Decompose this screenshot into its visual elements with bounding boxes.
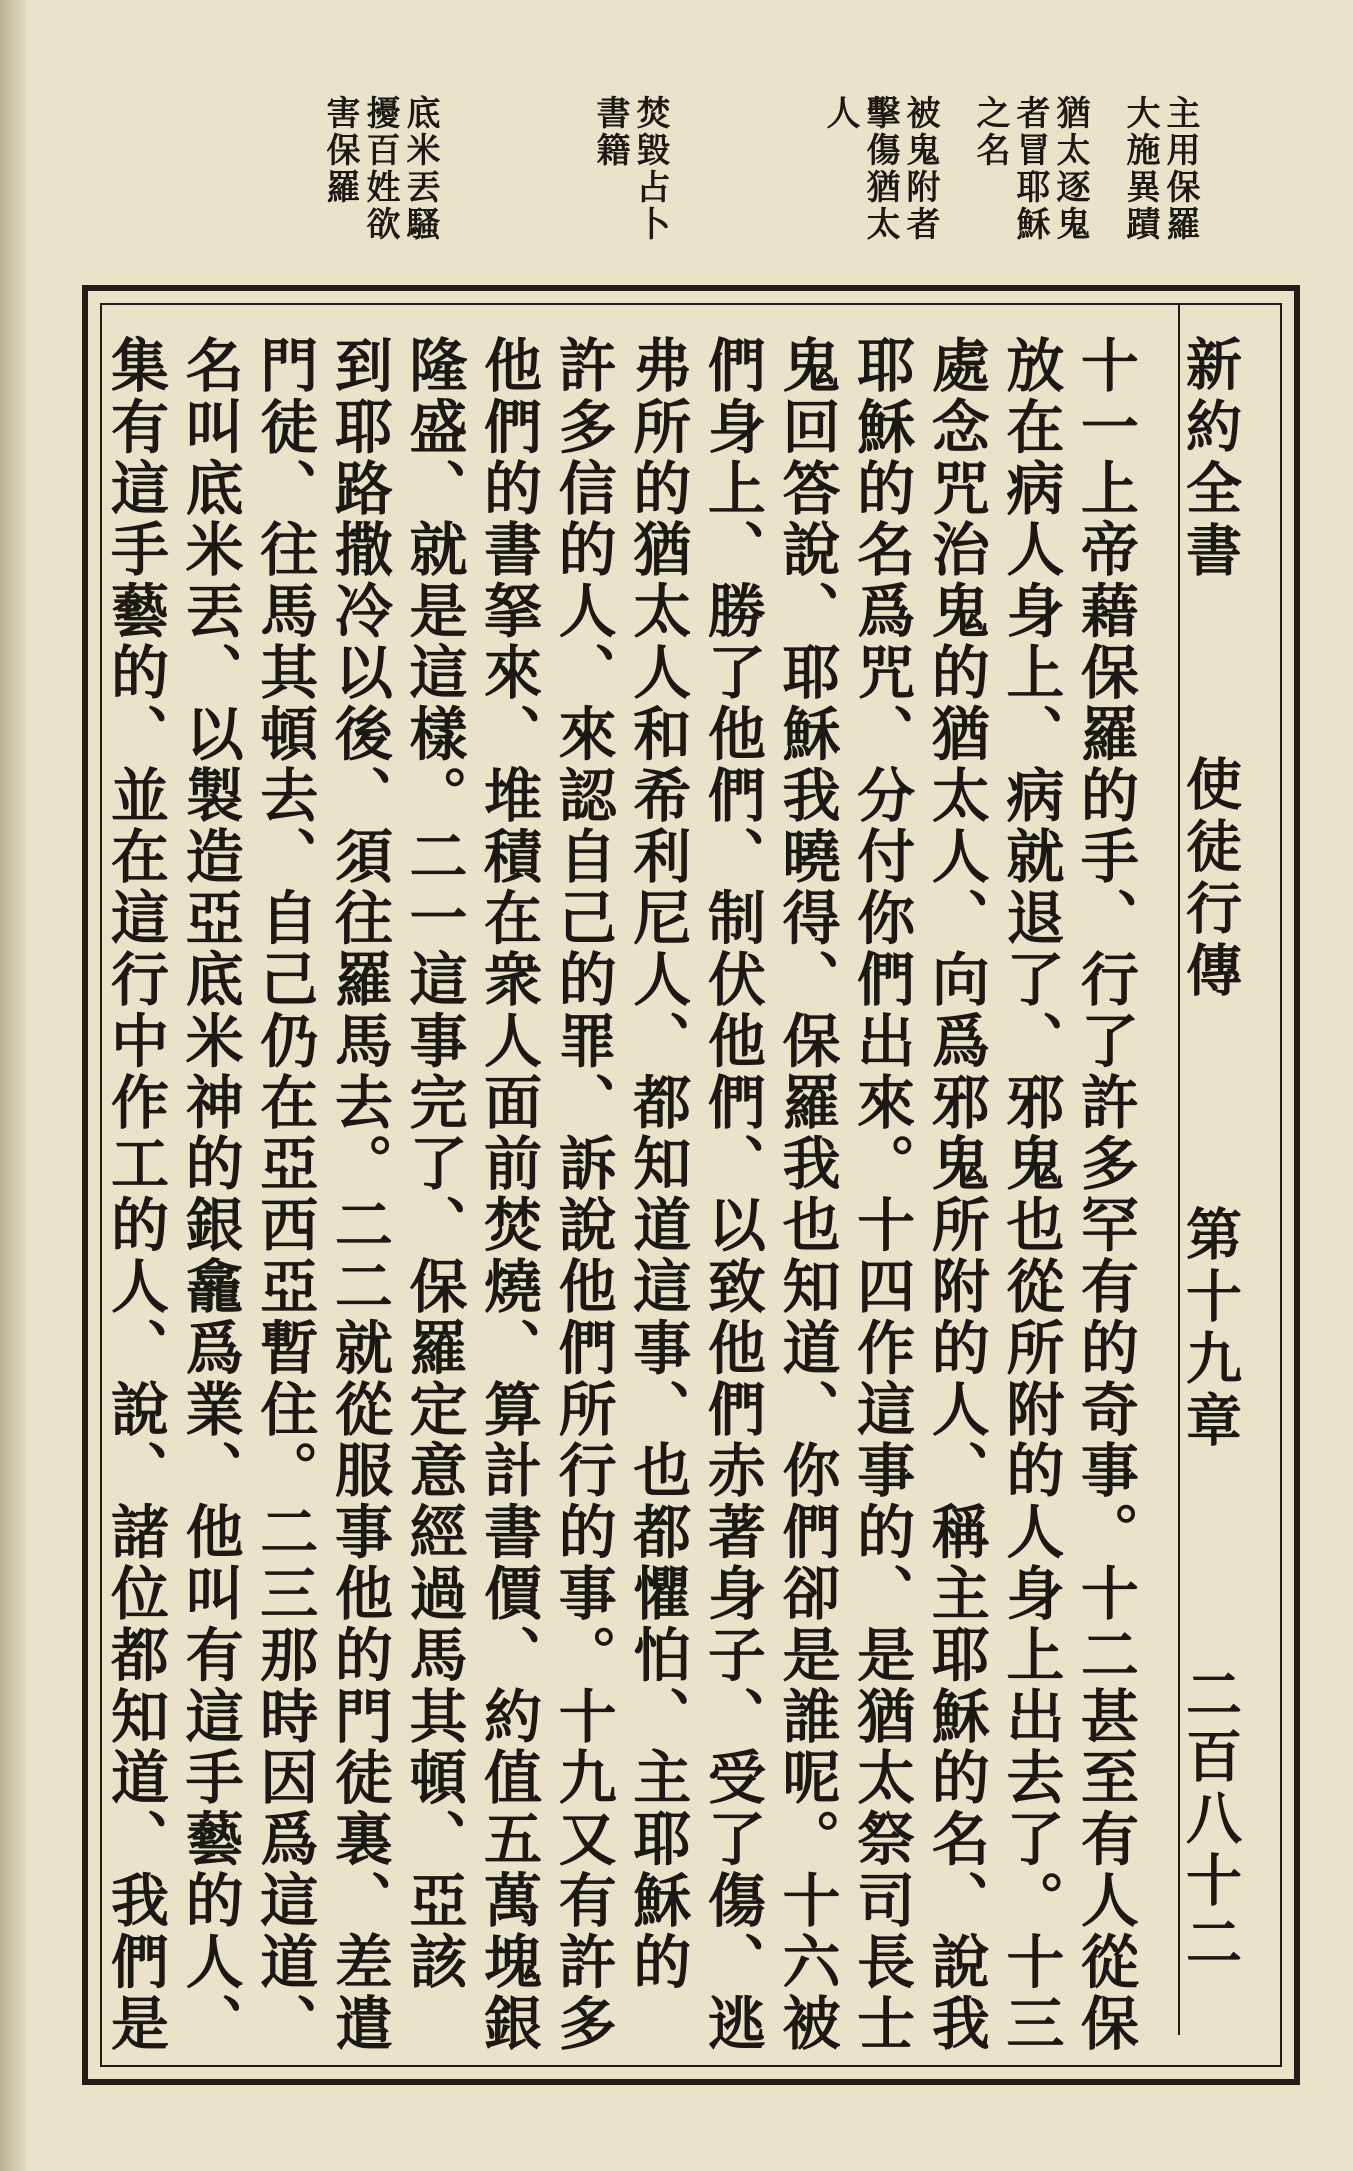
margin-note-line: 焚毀占卜 — [630, 95, 670, 243]
margin-note-line: 擊傷猶太 — [860, 95, 900, 243]
page-number: 二百八十二 — [1177, 1665, 1243, 1975]
scripture-body — [100, 335, 1140, 2065]
text-column: 耶穌的名爲咒、分付你們出來。十四作這事的、是猶太祭司長士 — [847, 335, 916, 2055]
margin-note-line: 之名 — [970, 95, 1010, 169]
text-frame — [82, 285, 1300, 2085]
text-column: 鬼回答說、耶穌我曉得、保羅我也知道、你們卻是誰呢。十六被 — [772, 335, 841, 2055]
text-column: 他們的書拏來、堆積在衆人面前焚燒、算計書價、約值五萬塊銀 — [474, 335, 543, 2055]
margin-note-line: 被鬼附者 — [900, 95, 940, 243]
text-column: 集有這手藝的、並在這行中作工的人、說、諸位都知道、我們是 — [101, 335, 169, 2055]
margin-note — [1122, 95, 1198, 280]
text-column: 弗所的猶太人和希利尼人、都知道這事、也都懼怕、主耶穌的 — [623, 335, 692, 1993]
margin-note-line: 大施異蹟 — [1120, 95, 1160, 243]
book-title: 新約全書 — [1177, 335, 1243, 583]
margin-note — [322, 95, 438, 280]
text-column: 許多信的人、來認自己的罪、訴說他們所行的事。十九又有許多 — [548, 335, 617, 2055]
text-column: 名叫底米丟、以製造亞底米神的銀龕爲業、他叫有這手藝的人、 — [175, 335, 244, 2055]
text-column: 們身上、勝了他們、制伏他們、以致他們赤著身子、受了傷、逃 — [697, 335, 766, 2055]
text-frame-inner — [100, 303, 1282, 2067]
margin-note-line: 書籍 — [590, 95, 630, 169]
margin-notes — [148, 95, 1198, 280]
margin-note — [822, 95, 938, 280]
margin-note-line: 者冒耶穌 — [1010, 95, 1050, 243]
text-column: 隆盛、就是這樣。二一這事完了、保羅定意經過馬其頓、亞該 — [399, 335, 468, 1993]
running-header — [1160, 335, 1250, 2065]
chapter-title: 第十九章 — [1177, 1205, 1243, 1453]
margin-note-line: 猶太逐鬼 — [1050, 95, 1090, 243]
margin-note — [592, 95, 668, 280]
text-column: 到耶路撒冷以後、須往羅馬去。二二就從服事他的門徒裏、差遣 — [324, 335, 393, 2055]
text-column: 放在病人身上、病就退了、邪鬼也從所附的人身上出去了。十三 — [996, 335, 1065, 2055]
text-column: 門徒、往馬其頓去、自己仍在亞西亞暫住。二三那時因爲這道、 — [250, 335, 319, 2055]
text-column: 處念咒治鬼的猶太人、向爲邪鬼所附的人、稱主耶穌的名、說我 — [921, 335, 990, 2055]
margin-note-line: 底米丟騷 — [400, 95, 440, 243]
margin-note-line: 主用保羅 — [1160, 95, 1200, 243]
margin-note-line: 害保羅 — [320, 95, 360, 206]
margin-note-line: 人 — [820, 95, 860, 132]
section-title: 使徒行傳 — [1177, 755, 1243, 1003]
margin-note — [972, 95, 1088, 280]
text-column: 十一上帝藉保羅的手、行了許多罕有的奇事。十二甚至有人從保 — [1070, 335, 1139, 2055]
margin-note-line: 擾百姓欲 — [360, 95, 400, 243]
gutter-shadow — [0, 0, 26, 2171]
